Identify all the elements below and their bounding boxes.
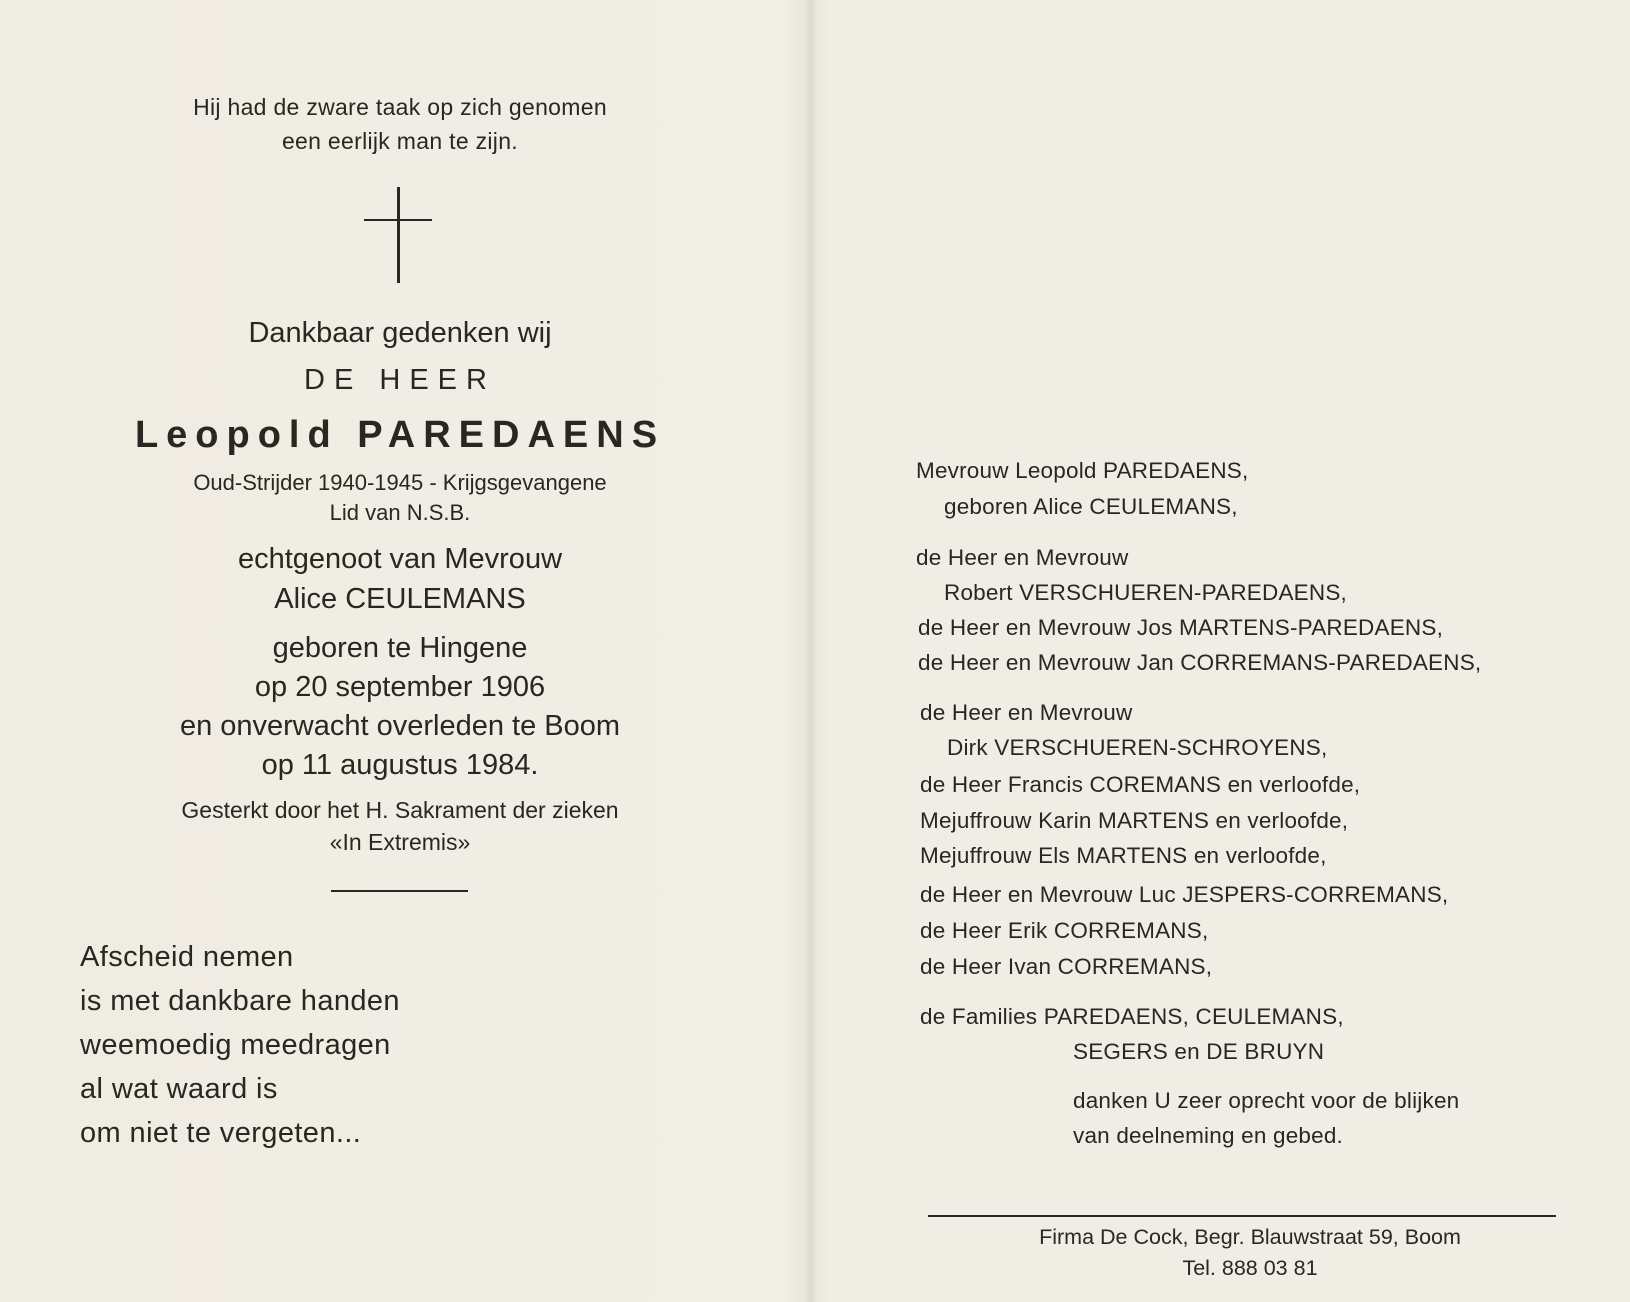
family-line: de Heer Ivan CORREMANS, <box>920 954 1213 979</box>
family-line: Robert VERSCHUEREN-PAREDAENS, <box>944 580 1347 605</box>
family-line: de Heer Francis COREMANS en verloofde, <box>920 772 1361 797</box>
family-line: de Families PAREDAENS, CEULEMANS, <box>920 1004 1344 1029</box>
poem-line-3: weemoedig meedragen <box>80 1029 391 1061</box>
poem-line-4: al wat waard is <box>80 1073 278 1105</box>
right-page <box>810 0 1630 1302</box>
footer-rule <box>928 1215 1556 1217</box>
sacrament-line-2: «In Extremis» <box>329 829 471 855</box>
sacrament-line-1: Gesterkt door het H. Sakrament der zieken <box>181 797 619 823</box>
family-line: Mejuffrouw Els MARTENS en verloofde, <box>920 843 1327 868</box>
thanks-line-1: danken U zeer oprecht voor de blijken <box>1073 1088 1460 1113</box>
divider-rule <box>331 890 468 892</box>
motto-line-1: Hij had de zware taak op zich genomen <box>193 94 607 120</box>
life-line-3: en onverwacht overleden te Boom <box>179 710 621 742</box>
family-line: Mejuffrouw Karin MARTENS en verloofde, <box>920 808 1349 833</box>
deceased-name: Leopold PAREDAENS <box>134 414 666 456</box>
printer-address: Firma De Cock, Begr. Blauwstraat 59, Boom <box>1039 1225 1461 1249</box>
family-line: de Heer en Mevrouw Jos MARTENS-PAREDAENS, <box>918 615 1444 640</box>
family-line: de Heer en Mevrouw <box>920 700 1133 725</box>
printer-phone: Tel. 888 03 81 <box>1182 1256 1318 1280</box>
left-page <box>0 0 810 1302</box>
life-line-4: op 11 augustus 1984. <box>261 749 539 781</box>
honors-line-1: Oud-Strijder 1940-1945 - Krijgsgevangene <box>193 470 607 495</box>
family-line: de Heer en Mevrouw <box>916 545 1129 570</box>
family-line: Dirk VERSCHUEREN-SCHROYENS, <box>947 735 1328 760</box>
spouse-line-2: Alice CEULEMANS <box>274 583 526 615</box>
family-line: de Heer Erik CORREMANS, <box>920 918 1209 943</box>
family-line: SEGERS en DE BRUYN <box>1073 1039 1325 1064</box>
life-line-1: geboren te Hingene <box>272 632 528 664</box>
motto-line-2: een eerlijk man te zijn. <box>281 128 519 154</box>
spouse-line-1: echtgenoot van Mevrouw <box>237 543 563 575</box>
honors-line-2: Lid van N.S.B. <box>329 500 471 525</box>
poem-line-2: is met dankbare handen <box>80 985 400 1017</box>
thanks-line-2: van deelneming en gebed. <box>1073 1123 1344 1148</box>
life-line-2: op 20 september 1906 <box>254 671 546 703</box>
honorific-title: DE HEER <box>304 364 496 396</box>
poem-line-1: Afscheid nemen <box>80 941 294 973</box>
intro-text: Dankbaar gedenken wij <box>248 317 552 349</box>
poem-line-5: om niet te vergeten... <box>80 1117 362 1149</box>
family-line: geboren Alice CEULEMANS, <box>944 494 1238 519</box>
family-line: Mevrouw Leopold PAREDAENS, <box>916 458 1249 483</box>
family-line: de Heer en Mevrouw Luc JESPERS-CORREMANS, <box>920 882 1449 907</box>
family-line: de Heer en Mevrouw Jan CORREMANS-PAREDAENS, <box>918 650 1482 675</box>
